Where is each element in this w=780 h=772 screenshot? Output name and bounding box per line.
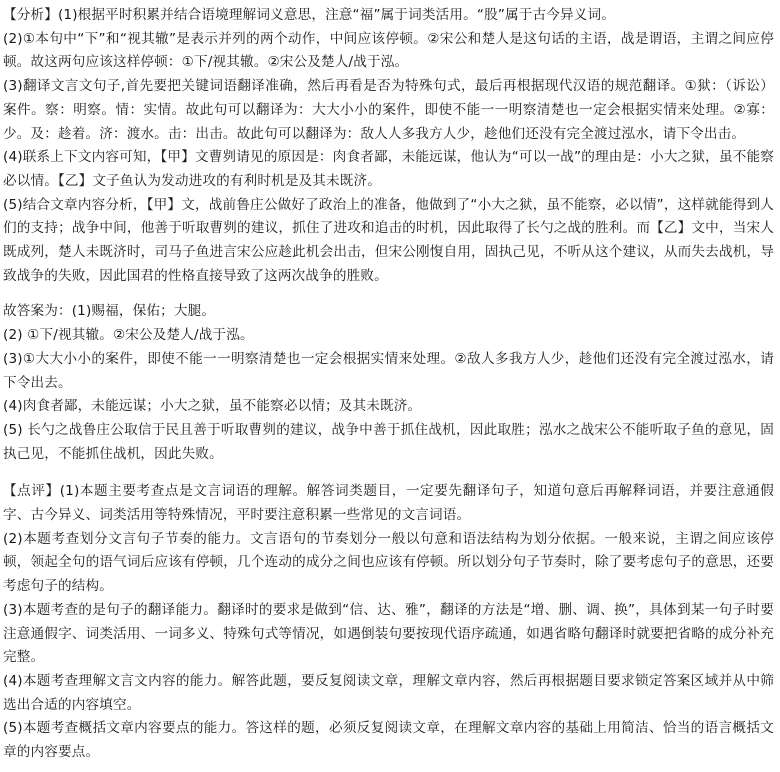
answer-paragraph-5: (5) 长勺之战鲁庄公取信于民且善于听取曹刿的建议，战争中善于抓住战机，因此取胜；泓水之战宋公不能听取子鱼的意见，固执己见，不能抓住战机，因此失败。 (3, 421, 774, 462)
answer-paragraph-4: (4)肉食者鄙，未能远谋；小大之狱，虽不能察必以情；及其未既济。 (3, 398, 422, 415)
analysis-paragraph-4: (4)联系上下文内容可知，【甲】文曹刿请见的原因是：肉食者鄙，未能远谋，他认为“可以一战”的理由是：小大之狱，虽不能察必以情。【乙】文子鱼认为发动进攻的有利时机是及其未既济。 (3, 149, 774, 189)
document-content (3, 4, 774, 765)
comment-paragraph-1: 【点评】(1)本题主要考查点是文言词语的理解。解答词类题目，一定要先翻译句子，知道句意后再解释词语，并要注意通假字、古今异义、词类活用等特殊情况，平时要注意积累一些常见的文言词语。 (3, 483, 774, 524)
analysis-section (3, 4, 774, 288)
analysis-paragraph-5: (5)结合文章内容分析，【甲】文，战前鲁庄公做好了政治上的准备，他做到了“小大之狱，虽不能察，必以情”，这样就能得到人们的支持；战争中间，他善于听取曹刿的建议，抓住了进攻和追击的时机，因此取得了长勺之战的胜利。而【乙】文中，当宋人既成列，楚人未既济时，司马子鱼进言宋公应趁此机会出击，但宋公刚愎自用，固执己见，不听从这个建议，从而失去战机，导致战争的失败，因此国君的性格直接导致了这两次战争的胜败。 (3, 196, 774, 284)
comment-paragraph-4: (4)本题考查理解文言文内容的能力。解答此题，要反复阅读文章，理解文章内容，然后再根据题目要求锁定答案区域并从中筛选出合适的内容填空。 (3, 672, 774, 713)
comment-paragraph-3: (3)本题考查的是句子的翻译能力。翻译时的要求是做到“信、达、雅”，翻译的方法是“增、删、调、换”，具体到某一句子时要注意通假字、词类活用、一词多义、特殊句式等情况，如遇倒装句要按现代语序疏通，如遇省略句翻译时就要把省略的成分补充完整。 (3, 601, 774, 666)
section-spacer (3, 288, 774, 300)
answer-section (3, 300, 774, 466)
comment-section (3, 480, 774, 764)
analysis-paragraph-2: (2)①本句中“下”和“视其辙”是表示并列的两个动作，中间应该停顿。②宋公和楚人是这句话的主语，战是谓语，主谓之间应停顿。故这两句应该这样停顿：①下/视其辙。②宋公及楚人/战于泓。 (3, 30, 774, 71)
answer-paragraph-2: (2) ①下/视其辙。②宋公及楚人/战于泓。 (3, 327, 254, 344)
analysis-paragraph-3: (3)翻译文言文句子,首先要把关键词语翻译准确，然后再看是否为特殊句式，最后再根据现代汉语的规范翻译。①狱：（诉讼）案件。察：明察。情：实情。故此句可以翻译为：大大小小的案件，即使不能一一明察清楚也一定会根据实情来处理。②寡：少。及：趁着。济：渡水。击：出击。故此句可以翻译为：敌人人多我方人少，趁他们还没有完全渡过泓水，请下令出击。 (3, 78, 774, 142)
comment-paragraph-5: (5)本题考查概括文章内容要点的能力。答这样的题，必须反复阅读文章，在理解文章内容的基础上用简洁、恰当的语言概括文章的内容要点。 (3, 720, 774, 761)
answer-paragraph-3: (3)①大大小小的案件，即使不能一一明察清楚也一定会根据实情来处理。②敌人多我方人少，趁他们还没有完全渡过泓水，请下令出去。 (3, 350, 774, 391)
analysis-paragraph-1: 【分析】(1)根据平时积累并结合语境理解词义意思，注意“福”属于词类活用。“股”属于古今异义词。 (3, 7, 615, 23)
section-spacer (3, 466, 774, 480)
answer-paragraph-1: 故答案为：(1)赐福，保佑；大腿。 (3, 303, 216, 320)
comment-paragraph-2: (2)本题考查划分文言句子节奏的能力。文言语句的节奏划分一般以句意和语法结构为划分依据。一般来说，主谓之间应该停顿，领起全句的语气词后应该有停顿，几个连动的成分之间也应该有停顿。所以划分句子节奏时，除了要考虑句子的意思，还要考虑句子的结构。 (3, 530, 774, 595)
